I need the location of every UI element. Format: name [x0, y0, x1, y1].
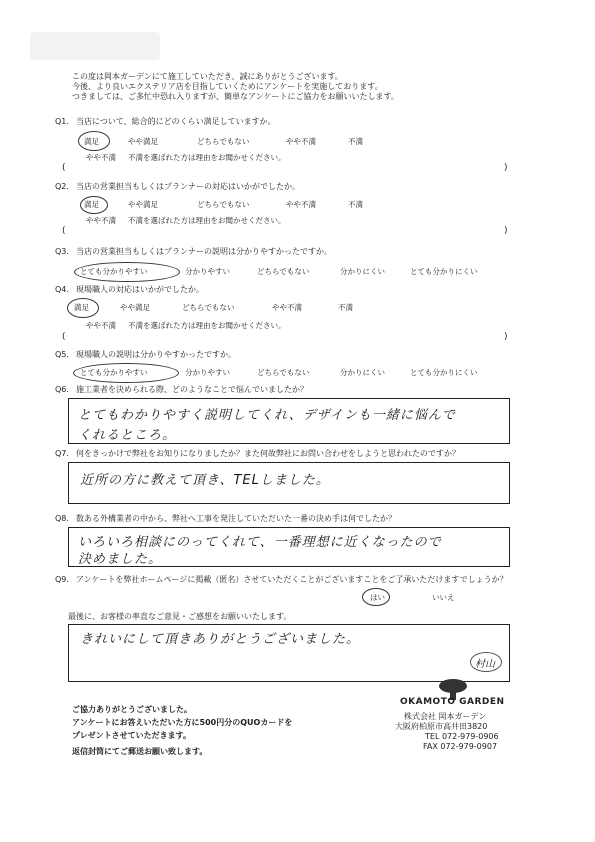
q3-option-3[interactable]: どちらでもない [257, 267, 310, 276]
q9-option-no[interactable]: いいえ [432, 593, 455, 602]
q5-text: 現場職人の説明は分かりやすかったですか。 [76, 350, 236, 359]
q5-option-4[interactable]: 分かりにくい [340, 368, 385, 377]
intro-line-1: この度は岡本ガーデンにて施工していただき、誠にありがとうございます。 [72, 72, 343, 81]
company-logo-text: OKAMOTO GARDEN [400, 697, 505, 707]
company-tel: TEL 072-979-0906 [425, 732, 499, 741]
footer-line-3: プレゼントさせていただきます。 [72, 731, 192, 740]
q4-option-1[interactable]: 満足 [74, 303, 89, 312]
q2-option-1[interactable]: 満足 [84, 200, 99, 209]
q5-option-5[interactable]: とても分かりにくい [410, 368, 478, 377]
q5-selected-circle [73, 363, 179, 383]
q8-text: 数ある外構業者の中から、弊社へ工事を発注していただいた一番の決め手は何でしたか？ [76, 514, 396, 523]
q9-text: アンケートを弊社ホームページに掲載（匿名）させていただくことがございますことをご了承いただけますでしょうか？ [76, 575, 508, 584]
q3-number: Q3. [55, 247, 69, 256]
q9-option-yes[interactable]: はい [370, 593, 385, 602]
q7-text: 何をきっかけで弊社をお知りになりましたか？また何故弊社にお問い合わせをしようと思われたのですか？ [76, 449, 460, 458]
q1-option-3[interactable]: どちらでもない [197, 137, 250, 146]
q4-sub-text: 不満を選ばれた方は理由をお聞かせください。 [128, 321, 286, 330]
footer-line-2: アンケートにお答えいただいた方に500円分のQUOカードを [72, 718, 293, 727]
q8-answer-line-1: いろいろ相談にのってくれて、一番理想に近くなったので [78, 535, 442, 550]
q5-option-2[interactable]: 分かりやすい [185, 368, 230, 377]
signature: 村山 [475, 659, 495, 670]
q1-selected-circle [78, 131, 110, 151]
q2-sub-text: 不満を選ばれた方は理由をお聞かせください。 [128, 216, 286, 225]
q1-option-2[interactable]: やや満足 [128, 137, 158, 146]
footer-line-4: 返信封筒にてご郵送お願い致します。 [72, 747, 208, 756]
final-answer: きれいにして頂きありがとうございました。 [80, 632, 361, 647]
q4-sub-label: やや不満 [86, 321, 116, 330]
q9-selected-circle [362, 588, 390, 606]
q9-number: Q9. [55, 575, 69, 584]
q3-option-5[interactable]: とても分かりにくい [410, 267, 478, 276]
q4-option-4[interactable]: やや不満 [272, 303, 302, 312]
q1-sub-text: 不満を選ばれた方は理由をお聞かせください。 [128, 153, 286, 162]
final-text: 最後に、お客様の率直なご意見・ご感想をお願いいたします。 [68, 612, 292, 621]
company-address: 大阪府柏原市高井田3820 [395, 722, 488, 731]
q2-option-4[interactable]: やや不満 [286, 200, 316, 209]
q2-option-3[interactable]: どちらでもない [197, 200, 250, 209]
q4-option-5[interactable]: 不満 [338, 303, 353, 312]
q1-option-1[interactable]: 満足 [84, 137, 99, 146]
q3-selected-circle [74, 262, 180, 282]
q2-option-5[interactable]: 不満 [348, 200, 363, 209]
q2-text: 当店の営業担当もしくはプランナーの対応はいかがでしたか。 [76, 182, 300, 191]
intro-line-3: つきましては、ご多忙中恐れ入りますが、簡単なアンケートにご協力をお願いいたします。 [72, 92, 399, 101]
company-name: 株式会社 岡本ガーデン [404, 712, 487, 721]
q2-paren-close: ) [504, 226, 508, 236]
q7-number: Q7. [55, 449, 69, 458]
q1-paren-open: ( [62, 163, 66, 173]
q6-text: 施工業者を決められる際、どのようなことで悩んでいましたか？ [76, 385, 308, 394]
intro-line-2: 今後、より良いエクステリア店を目指していくためにアンケートを実施しております。 [72, 82, 383, 91]
q5-option-1[interactable]: とても分かりやすい [80, 368, 148, 377]
q1-option-5[interactable]: 不満 [348, 137, 363, 146]
q6-answer-line-2: くれるところ。 [78, 428, 177, 443]
q5-number: Q5. [55, 350, 69, 359]
q2-selected-circle [80, 196, 108, 214]
q2-option-2[interactable]: やや満足 [128, 200, 158, 209]
q2-sub-label: やや不満 [86, 216, 116, 225]
q8-number: Q8. [55, 514, 69, 523]
footer-line-1: ご協力ありがとうございました。 [72, 705, 192, 714]
q8-answer-line-2: 決めました。 [78, 552, 163, 567]
q4-option-2[interactable]: やや満足 [120, 303, 150, 312]
q7-answer-line-1: 近所の方に教えて頂き、TELしました。 [80, 473, 330, 488]
q4-paren-close: ) [504, 332, 508, 342]
q1-text: 当店について、総合的にどのくらい満足していますか。 [76, 117, 276, 126]
q3-text: 当店の営業担当もしくはプランナーの説明は分かりやすかったですか。 [76, 247, 332, 256]
q2-number: Q2. [55, 182, 69, 191]
q1-option-4[interactable]: やや不満 [286, 137, 316, 146]
q3-option-1[interactable]: とても分かりやすい [80, 267, 148, 276]
q1-sub-label: やや不満 [86, 153, 116, 162]
q2-paren-open: ( [62, 226, 66, 236]
q4-paren-open: ( [62, 332, 66, 342]
q4-number: Q4. [55, 285, 69, 294]
q3-option-2[interactable]: 分かりやすい [185, 267, 230, 276]
q4-selected-circle [67, 298, 99, 318]
q3-option-4[interactable]: 分かりにくい [340, 267, 385, 276]
scan-smudge [30, 32, 160, 60]
q1-paren-close: ) [504, 163, 508, 173]
company-fax: FAX 072-979-0907 [423, 742, 498, 751]
q1-number: Q1. [55, 117, 69, 126]
q4-text: 現場職人の対応はいかがでしたか。 [76, 285, 204, 294]
q4-option-3[interactable]: どちらでもない [182, 303, 235, 312]
q6-answer-line-1: とてもわかりやすく説明してくれ、デザインも一緒に悩んで [78, 408, 456, 423]
q6-number: Q6. [55, 385, 69, 394]
q5-option-3[interactable]: どちらでもない [257, 368, 310, 377]
